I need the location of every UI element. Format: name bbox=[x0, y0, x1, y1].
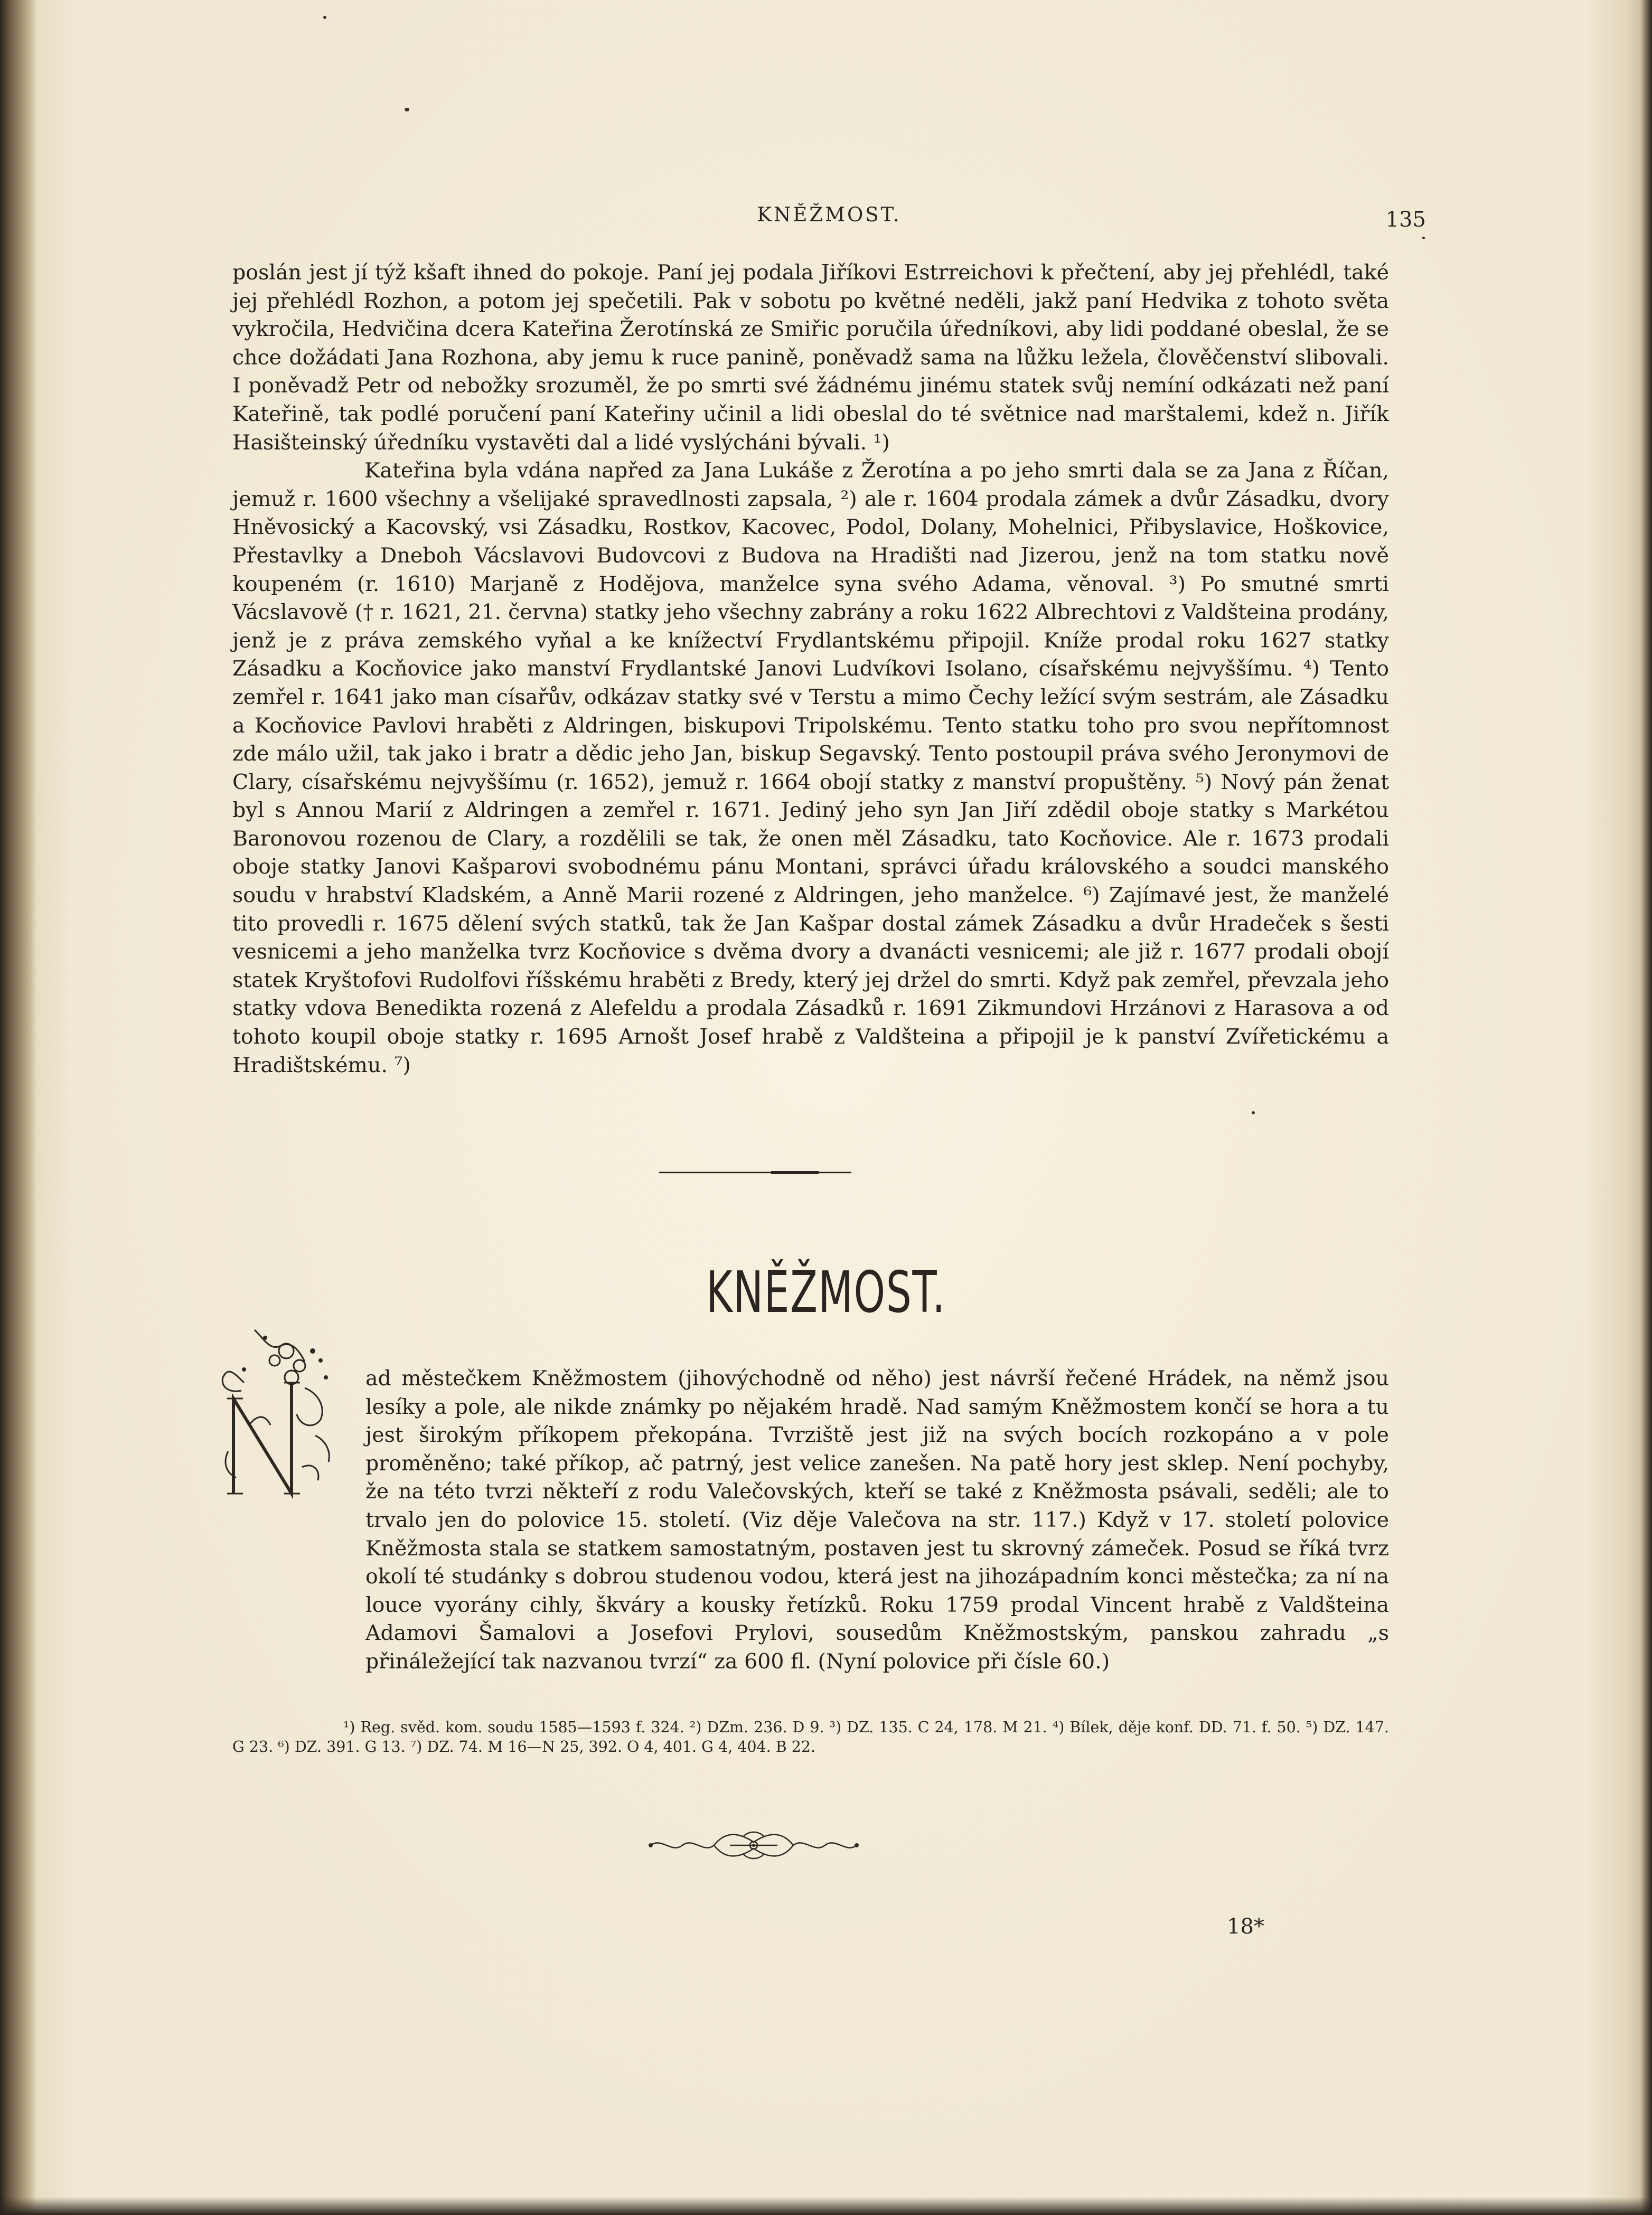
main-text bbox=[232, 259, 1389, 1080]
paragraph-1: poslán jest jí týž kšaft ihned do pokoje. Paní jej podala Jiříkovi Estrreichovi k přečtení, aby jej přehlédl, také jej přehlédl Rozhon, a potom jej spečetili. Pak v sobotu po květné neděli, jakž paní Hedvika z tohoto světa vykročila, Hedvičina dcera Kateřina Žerotínská ze Smiřic poručila úředníkovi, aby lidi poddané obeslal, že se chce dožádati Jana Rozhona, aby jemu k ruce panině, poněvadž sama na lůžku ležela, člověčenství slibovali. I poněvadž Petr od nebožky srozuměl, že po smrti své žádnému jinému statek svůj nemíní odkázati než paní Kateřině, tak podlé poručení paní Kateřiny učinil a lidi obeslal do té světnice nad marštalemi, kdež n. Jiřík Hasišteinský úředníku vystavěti dal a lidé vyslýcháni bývali. ¹) bbox=[232, 260, 1389, 455]
section-divider bbox=[659, 1169, 851, 1176]
page-header bbox=[232, 203, 1426, 235]
footnotes: ¹) Reg. svěd. kom. soudu 1585—1593 f. 324. ²) DZm. 236. D 9. ³) DZ. 135. C 24, 178. M 21. ⁴) Bílek, děje konf. DD. 71. f. 50. ⁵) DZ. 147. G 23. ⁶) DZ. 391. G 13. ⁷) DZ. 74. M 16—N 25, 392. O 4, 401. G 4, 404. B 22. bbox=[232, 1719, 1389, 1756]
page-bottom-shadow bbox=[0, 2197, 1652, 2215]
section-paragraph-text: ad městečkem Kněžmostem (jihovýchodně od něho) jest návrší řečené Hrádek, na němž jsou lesíky a pole, ale nikde známky po nějakém hradě. Nad samým Kněžmostem končí se hora a tu jest širokým příkopem překopána. Tvrziště jest již na svých bocích rozkopáno a v pole proměněno; také příkop, ač patrný, jest velice zanešen. Na patě hory jest sklep. Není pochyby, že na této tvrzi někteří z rodu Valečovských, kteří se také z Kněžmosta psávali, seděli; ale to trvalo jen do polovice 15. století. (Viz děje Valečova na str. 117.) Když v 17. století polovice Kněžmosta stala se statkem samostatným, postaven jest tu skrovný zámeček. Posud se říká tvrz okolí té studánky s dobrou studenou vodou, která jest na jihozápadním konci městečka; za ní na louce vyorány cihly, škváry a kousky řetízků. Roku 1759 prodal Vincent hrabě z Valdšteina Adamovi Šamalovi a Josefovi Prylovi, sousedům Kněžmostským, panskou zahradu „s přináležející tak nazvanou tvrzí“ za 600 fl. (Nyní polovice při čísle 60.) bbox=[365, 1366, 1389, 1674]
ink-speck bbox=[1422, 237, 1425, 239]
signature-mark: 18* bbox=[1227, 1914, 1264, 1939]
paragraph-2: Kateřina byla vdána napřed za Jana Lukáše z Žerotína a po jeho smrti dala se za Jana z Říčan, jemuž r. 1600 všechny a všelijaké spravedlnosti zapsala, ²) ale r. 1604 prodala zámek a dvůr Zásadku, dvory Hněvosický a Kacovský, vsi Zásadku, Rostkov, Kacovec, Podol, Dolany, Mohelnici, Přibyslavice, Hoškovice, Přestavlky a Dneboh Vácslavovi Budovcovi z Budova na Hradišti nad Jizerou, jenž na tom statku nově koupeném (r. 1610) Marjaně z Hodějova, manželce syna svého Adama, věnoval. ³) Po smutné smrti Vácslavově († r. 1621, 21. června) statky jeho všechny zabrány a roku 1622 Albrechtovi z Valdšteina prodány, jenž je z práva zemského vyňal a ke knížectví Frydlantskému připojil. Kníže prodal roku 1627 statky Zásadku a Kocňovice jako manství Frydlantské Janovi Ludvíkovi Isolano, císařskému nejvyššímu. ⁴) Tento zemřel r. 1641 jako man císařův, odkázav statky své v Terstu a mimo Čechy ležící svým sestrám, ale Zásadku a Kocňovice Pavlovi hraběti z Aldringen, biskupovi Tripolskému. Tento statku toho pro svou nepřítomnost zde málo užil, tak jako i bratr a dědic jeho Jan, biskup Segavský. Tento postoupil práva svého Jeronymovi de Clary, císařskému nejvyššímu (r. 1652), jemuž r. 1664 obojí statky z manství propuštěny. ⁵) Nový pán ženat byl s Annou Marií z Aldringen a zemřel r. 1671. Jediný jeho syn Jan Jiří zdědil oboje statky s Markétou Baronovou rozenou de Clary, a rozdělili se tak, že onen měl Zásadku, tato Kocňovice. Ale r. 1673 prodali oboje statky Janovi Kašparovi svobodnému pánu Montani, správci úřadu královského a soudci manského soudu v hrabství Kladském, a Anně Marii rozené z Aldringen, jeho manželce. ⁶) Zajímavé jest, že manželé tito provedli r. 1675 dělení svých statků, tak že Jan Kašpar dostal zámek Zásadku a dvůr Hradeček s šesti vesnicemi a jeho manželka tvrz Kocňovice s dvěma dvory a dvanácti vesnicemi; ale již r. 1677 prodali obojí statek Kryštofovi Rudolfovi říšskému hraběti z Bredy, který jej držel do smrti. Když pak zemřel, převzala jeho statky vdova Benedikta rozená z Alefeldu a prodala Zásadků r. 1691 Zikmundovi Hrzánovi z Harasova a od tohoto koupil oboje statky r. 1695 Arnošt Josef hrabě z Valdšteina a připojil je k panství Zvířetickému a Hradištskému. ⁷) bbox=[232, 458, 1389, 1077]
ink-speck bbox=[405, 108, 409, 111]
tailpiece-ornament bbox=[645, 1826, 862, 1864]
section-title: KNĚŽMOST. bbox=[706, 1260, 946, 1326]
ink-speck bbox=[1252, 1111, 1255, 1114]
running-head: KNĚŽMOST. bbox=[757, 203, 902, 226]
ink-speck bbox=[323, 16, 326, 19]
binding-gutter bbox=[0, 0, 37, 2215]
page-edge-shadow bbox=[1640, 0, 1652, 2215]
page-number: 135 bbox=[1385, 208, 1426, 232]
section-paragraph bbox=[227, 1365, 1389, 1676]
